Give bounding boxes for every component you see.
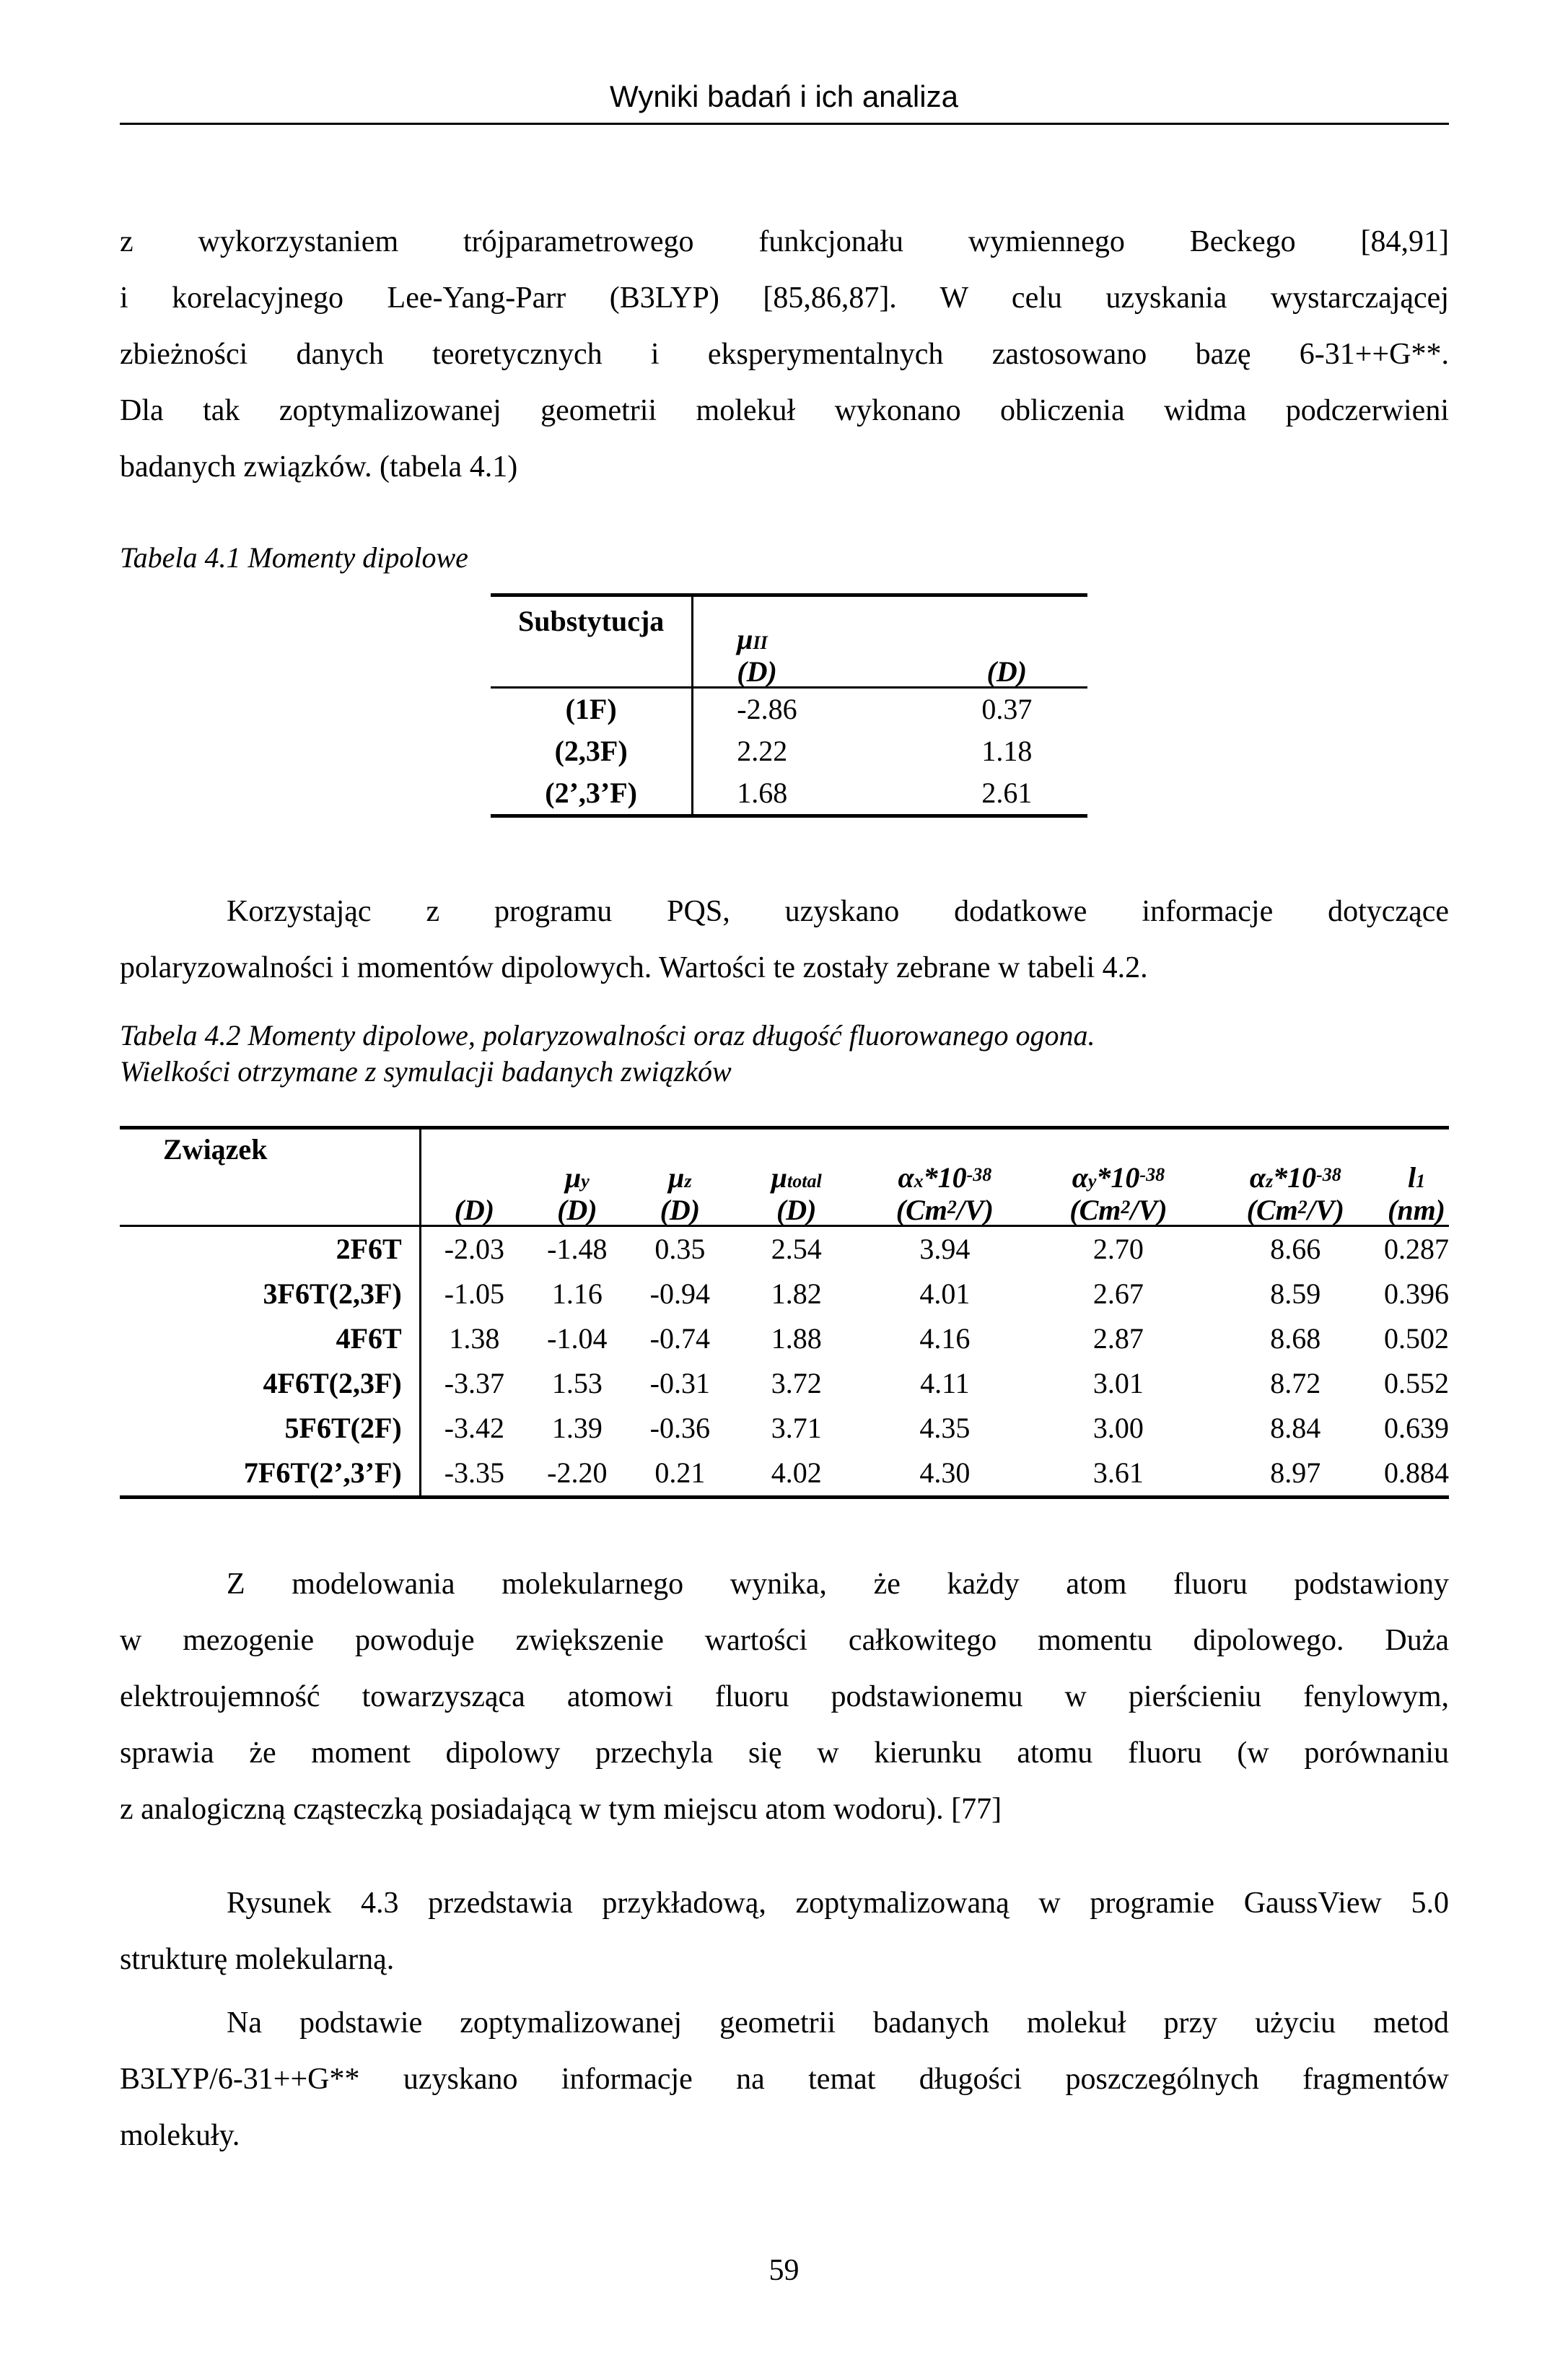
table-cell: 0.552 (1384, 1367, 1449, 1399)
table-cell: -3.37 (444, 1367, 505, 1399)
table-cell: 8.66 (1270, 1233, 1321, 1265)
table-row: (1F) -2.86 0.37 (491, 688, 1087, 731)
table-cell: 2.54 (771, 1233, 822, 1265)
table-dipole-moments (491, 593, 1087, 818)
paragraph-4 (120, 1875, 1449, 1988)
text-line: Rysunek 4.3 przedstawia przykładową, zoptymalizowaną w programie GaussView 5.0 (227, 1887, 1449, 1920)
text-line: Korzystając z programu PQS, uzyskano dodatkowe informacje dotyczące (227, 895, 1449, 928)
table-cell: 8.59 (1270, 1277, 1321, 1310)
header-rule (120, 123, 1449, 125)
table-cell: 3.00 (1092, 1412, 1144, 1444)
table-cell: 0.35 (654, 1233, 706, 1265)
column-header: l1 (nm) (1388, 1161, 1445, 1226)
table-cell: -3.42 (444, 1412, 505, 1444)
column-header: (D) (986, 655, 1028, 688)
column-header: Substytucja (491, 595, 693, 688)
table-cell: 8.97 (1270, 1456, 1321, 1489)
compound-name: 3F6T(2,3F) (120, 1272, 420, 1316)
table-dipole-polarizability (120, 1126, 1449, 1499)
compound-name: 4F6T (120, 1316, 420, 1361)
text-line: z wykorzystaniem trójparametrowego funkcjonału wymiennego Beckego [84,91] (120, 225, 1449, 258)
table-cell: 4.02 (771, 1456, 822, 1489)
table-cell: -0.94 (649, 1277, 710, 1310)
table-cell: 1.88 (771, 1322, 822, 1355)
compound-name: 5F6T(2F) (120, 1406, 420, 1451)
compound-name: 2F6T (120, 1226, 420, 1272)
table-cell: 8.72 (1270, 1367, 1321, 1399)
table-cell: -0.74 (649, 1322, 710, 1355)
column-header: $\alpha x*10^{-38}$ (Cm$^2$/V) (895, 1161, 994, 1226)
table-cell: 3.71 (771, 1412, 822, 1444)
table-cell: 2.87 (1092, 1322, 1144, 1355)
table-row (120, 1226, 1449, 1272)
text-line: molekuły. (120, 2119, 240, 2152)
text-line: polaryzowalności i momentów dipolowych. Wartości te zostały zebrane w tabeli 4.2. (120, 951, 1148, 984)
table-cell: -2.20 (547, 1456, 608, 1489)
column-header: (D) (454, 1194, 495, 1226)
table-cell: 0.287 (1384, 1233, 1449, 1265)
table-body (120, 1226, 1449, 1498)
table-cell: 0.21 (654, 1456, 706, 1489)
table-cell: -1.05 (444, 1277, 505, 1310)
table-cell: -0.31 (649, 1367, 710, 1399)
paragraph-3 (120, 1556, 1449, 1837)
table-cell: 4.01 (919, 1277, 971, 1310)
text-line: i korelacyjnego Lee-Yang-Parr (B3LYP) [85,86,87]. W celu uzyskania wystarczającej (120, 281, 1449, 315)
table-cell: 2.67 (1092, 1277, 1144, 1310)
table-cell: -1.04 (547, 1322, 608, 1355)
table-cell: -2.03 (444, 1233, 505, 1265)
table-cell: -1.48 (547, 1233, 608, 1265)
table-1-caption: Tabela 4.1 Momenty dipolowe (120, 541, 468, 574)
table-row: (2’,3’F) 1.68 2.61 (491, 772, 1087, 816)
table-2-caption: Tabela 4.2 Momenty dipolowe, polaryzowalności oraz długość fluorowanego ogona. Wielkości otrzymane z symulacji badanych związków (120, 1019, 1095, 1088)
paragraph-5 (120, 1995, 1449, 2164)
table-cell: 0.884 (1384, 1456, 1449, 1489)
text-line: sprawia że moment dipolowy przechyla się w kierunku atomu fluoru (w porównaniu (120, 1736, 1449, 1770)
table-cell: 3.61 (1092, 1456, 1144, 1489)
column-header: $\alpha z*10^{-38}$ (Cm$^2$/V) (1246, 1161, 1344, 1226)
table-row (120, 1316, 1449, 1361)
table-cell: 8.84 (1270, 1412, 1321, 1444)
column-header: μtotal (D) (771, 1161, 822, 1226)
page-number: 59 (768, 2254, 800, 2287)
text-line: Dla tak zoptymalizowanej geometrii molekuł wykonano obliczenia widma podczerwieni (120, 394, 1449, 427)
paragraph-2 (120, 883, 1449, 996)
table-cell: 4.35 (919, 1412, 971, 1444)
table-cell: 1.39 (551, 1412, 603, 1444)
table-cell: 0.396 (1384, 1277, 1449, 1310)
column-header: μy (D) (557, 1161, 597, 1226)
text-line: Z modelowania molekularnego wynika, że każdy atom fluoru podstawiony (227, 1568, 1449, 1601)
table-cell: 3.94 (919, 1233, 971, 1265)
table-cell: 3.01 (1092, 1367, 1144, 1399)
compound-name: 7F6T(2’,3’F) (120, 1451, 420, 1498)
table-cell: 3.72 (771, 1367, 822, 1399)
table-cell: -3.35 (444, 1456, 505, 1489)
table-cell: 1.16 (551, 1277, 603, 1310)
text-line: w mezogenie powoduje zwiększenie wartości całkowitego momentu dipolowego. Duża (120, 1624, 1449, 1657)
table-cell: 2.70 (1092, 1233, 1144, 1265)
running-header: Wyniki badań i ich analiza (610, 79, 958, 113)
table-cell: 1.38 (449, 1322, 500, 1355)
column-header: Związek (120, 1128, 420, 1226)
text-line: Na podstawie zoptymalizowanej geometrii badanych molekuł przy użyciu metod (227, 2006, 1449, 2040)
paragraph-1 (120, 214, 1449, 495)
column-header: μz (D) (660, 1161, 701, 1226)
table-cell: 4.16 (919, 1322, 971, 1355)
table-cell: 4.11 (920, 1367, 970, 1399)
text-line: z analogiczną cząsteczką posiadającą w tym miejscu atom wodoru). [77] (120, 1793, 1002, 1826)
text-line: B3LYP/6-31++G** uzyskano informacje na temat długości poszczególnych fragmentów (120, 2063, 1449, 2096)
table-cell: -0.36 (649, 1412, 710, 1444)
table-header-row (491, 595, 1087, 688)
table-cell: 1.53 (551, 1367, 603, 1399)
column-header: $\alpha y*10^{-38}$ (Cm$^2$/V) (1069, 1161, 1168, 1226)
table-row (120, 1406, 1449, 1451)
text-line: badanych związków. (tabela 4.1) (120, 450, 518, 484)
table-cell: 0.639 (1384, 1412, 1449, 1444)
table-cell: 1.82 (771, 1277, 822, 1310)
text-line: elektroujemność towarzysząca atomowi fluoru podstawionemu w pierścieniu fenylowym, (120, 1680, 1449, 1713)
table-cell: 4.30 (919, 1456, 971, 1489)
table-row (120, 1272, 1449, 1316)
table-cell: 8.68 (1270, 1322, 1321, 1355)
table-row: (2,3F) 2.22 1.18 (491, 730, 1087, 772)
column-header: μII (D) (737, 623, 777, 688)
table-cell: 0.502 (1384, 1322, 1449, 1355)
table-header-row (120, 1128, 1449, 1226)
text-line: zbieżności danych teoretycznych i eksperymentalnych zastosowano bazę 6-31++G**. (120, 338, 1449, 371)
text-line: strukturę molekularną. (120, 1943, 395, 1976)
compound-name: 4F6T(2,3F) (120, 1361, 420, 1406)
table-row (120, 1451, 1449, 1498)
table-row (120, 1361, 1449, 1406)
